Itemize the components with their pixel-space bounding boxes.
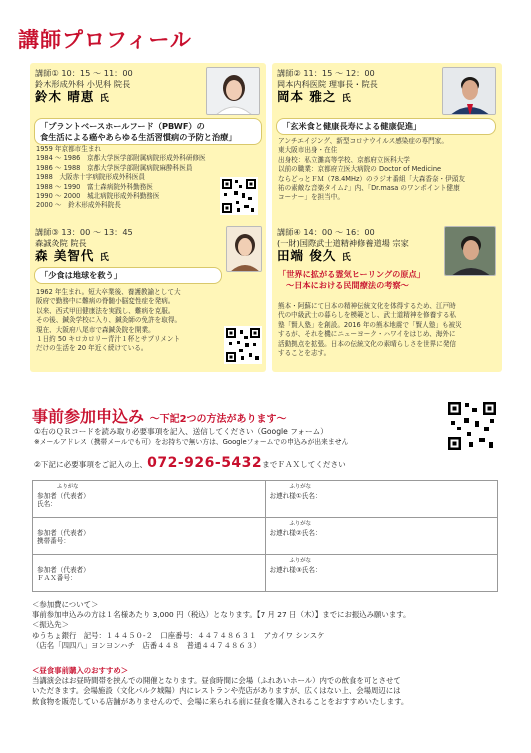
lecture-theme: 「プラントベースホールフード（PBWF）の 食生活による癌やあらゆる生活習慣病の予防と治療」 (34, 118, 262, 145)
lecturer-card-2 (272, 63, 502, 228)
method-1: ①右のＱＲコードを読み取り必要事項を記入、送信してください（Google フォーム） (34, 427, 328, 436)
fee-info: ＜参加費について＞ 事前参加申込みの方は１名様あたり 3,000 円（税込）となります。【7 月 27 日（木）】までにお振込み願います。 ＜振込先＞ ゆうちょ銀行 記号：１４４５０-２ 口座番号：４４７４８６３１ アカイワ シンスケ （店名「四四八」ヨンヨンハチ 店番４４８ 普通４４７４８６３） (32, 600, 411, 650)
lecturer-card-1 (30, 63, 266, 228)
lecturer-card-3 (30, 222, 266, 372)
companion-1-field[interactable]: ふりがな お連れ様①氏名： (265, 481, 498, 518)
lecturer-name: 森 美智代 氏 (35, 248, 110, 263)
lecturer-org: 岡本内科医院 理事長・院長 (277, 78, 378, 89)
lecturer-time: 講師④ 14：00 ～ 16：00 (277, 227, 375, 237)
application-title: 事前参加申込み ～下記2つの方法があります～ (32, 407, 287, 426)
participant-name-field[interactable]: ふりがな 参加者（代表者） 氏名： (33, 481, 266, 518)
lecturer-time: 講師③ 13：00 ～ 13：45 (35, 227, 133, 237)
fax-number: 072-926-5432 (147, 455, 263, 471)
lecturer-photo (444, 226, 496, 276)
lecturer-bio: 1959 年京都市生まれ 1984 ～ 1986 京都大学医学部附属病院形成外科研修医 1986 ～ 1988 京都大学医学部附属病院麻酔科医員 1988 大阪赤十字病院形成外科医員 1988 ～ 1990 富士森病院外科勤務医 1990 ～ 2000 城北病院形成外科勤務医 2000 ～ 鈴木形成外科院長 (36, 145, 206, 210)
participant-phone-field[interactable]: 参加者（代表者） 携帯番号： (33, 518, 266, 555)
lunch-info: ＜昼食事前購入のおすすめ＞ 当講演会はお昼時間帯を挟んでの開催となります。昼食時間に会場（ふれあいホール）内での飲食を可とさせて いただきます。会場施設（文化パルク城陽）内にレストランや売店がありますが、広くはない上、会場周辺には 飲食物を販売している店舗がありませんので、会場に来られる前に昼食を購入されることをおすすめいたします。 (32, 666, 409, 706)
page-title: 講師プロフィール (18, 28, 192, 52)
lecturer-bio: アンチエイジング、新型コロナウイルス感染症の専門家。 東大阪市出身・在住 出身校：私立灘高等学校、京都府立医科大学 以前の職業：京都府立医大病院の Doctor of Medicine ならどっとＦＭ（78.4MHz）のラジオ番組「大森香奈・伊頭友 祐の素敵な音楽タイム♪」内、「Dr.masa のワンポイント健康 コーナー」を担当中。 (278, 137, 465, 202)
application-qr-code[interactable] (446, 400, 498, 452)
lecture-theme: 「世界に拡がる霊気ヒーリングの原点」 ～日本における民間療法の考察～ (278, 269, 425, 290)
lecturer-org: (一財)国際武士道精神修養道場 宗家 (277, 237, 409, 248)
lecturer-photo (226, 226, 262, 272)
lecturer-time: 講師① 10：15 ～ 11：00 (35, 68, 133, 78)
lecture-theme: 「少食は地球を救う」 (34, 267, 222, 284)
method-1-note: ※メールアドレス（携帯メールでも可）をお持ちで無い方は、Googleフォームでの申込みが出来ません (34, 438, 349, 446)
qr-code (220, 177, 258, 215)
lecturer-name: 岡本 雅之 氏 (277, 89, 352, 104)
lecturer-time: 講師② 11：15 ～ 12：00 (277, 68, 375, 78)
lecture-theme: 「玄米食と健康長寿による健康促進」 (276, 118, 496, 135)
application-form (32, 480, 498, 592)
lecturer-photo (442, 67, 496, 115)
qr-code (224, 326, 262, 364)
lecturer-org: 森誠灸院 院長 (35, 237, 87, 248)
lecturer-name: 田端 俊久 氏 (277, 248, 352, 263)
companion-3-field[interactable]: ふりがな お連れ様③氏名： (265, 555, 498, 592)
lecturer-bio: 1962 年生まれ。短大卒業後、養護教諭として大 阪府で勤務中に難病の脊髄小脳変性症を発病。 以来、西式甲田健康法を実践し、難病を克服。 その後、鍼灸学校に入り、鍼灸師の免許を取得。 現在、大阪府八尾市で森鍼灸院を開業。 １日約 50 キロカロリー青汁１杯とサプリメント だけの生活を 20 年近く続けている。 (36, 288, 182, 353)
lecturer-card-4 (272, 222, 502, 372)
method-2: ②下記に必要事項をご記入の上、072-926-5432までＦＡＸしてください (34, 455, 346, 471)
lecturer-photo (206, 67, 260, 115)
lecturer-name: 鈴木 晴恵 氏 (35, 89, 110, 104)
lecturer-org: 鈴木形成外科 小児科 院長 (35, 78, 131, 89)
companion-2-field[interactable]: ふりがな お連れ様②氏名： (265, 518, 498, 555)
lecturer-bio: 熊本・阿蘇にて日本の精神伝統文化を体得するため、江戸時 代の中級武士の暮らしを模範とし、武士道精神を修養する私 塾「賢人塾」を創設。2016 年の熊本地震で「賢人塾」も被災 するが、それを機にニューヨーク・ハワイをはじめ、海外に 活動拠点を拡張。日本の伝統文化の素晴らしさを世界に発信 することを志す。 (278, 302, 462, 358)
participant-fax-field[interactable]: 参加者（代表者） ＦＡＸ番号： (33, 555, 266, 592)
